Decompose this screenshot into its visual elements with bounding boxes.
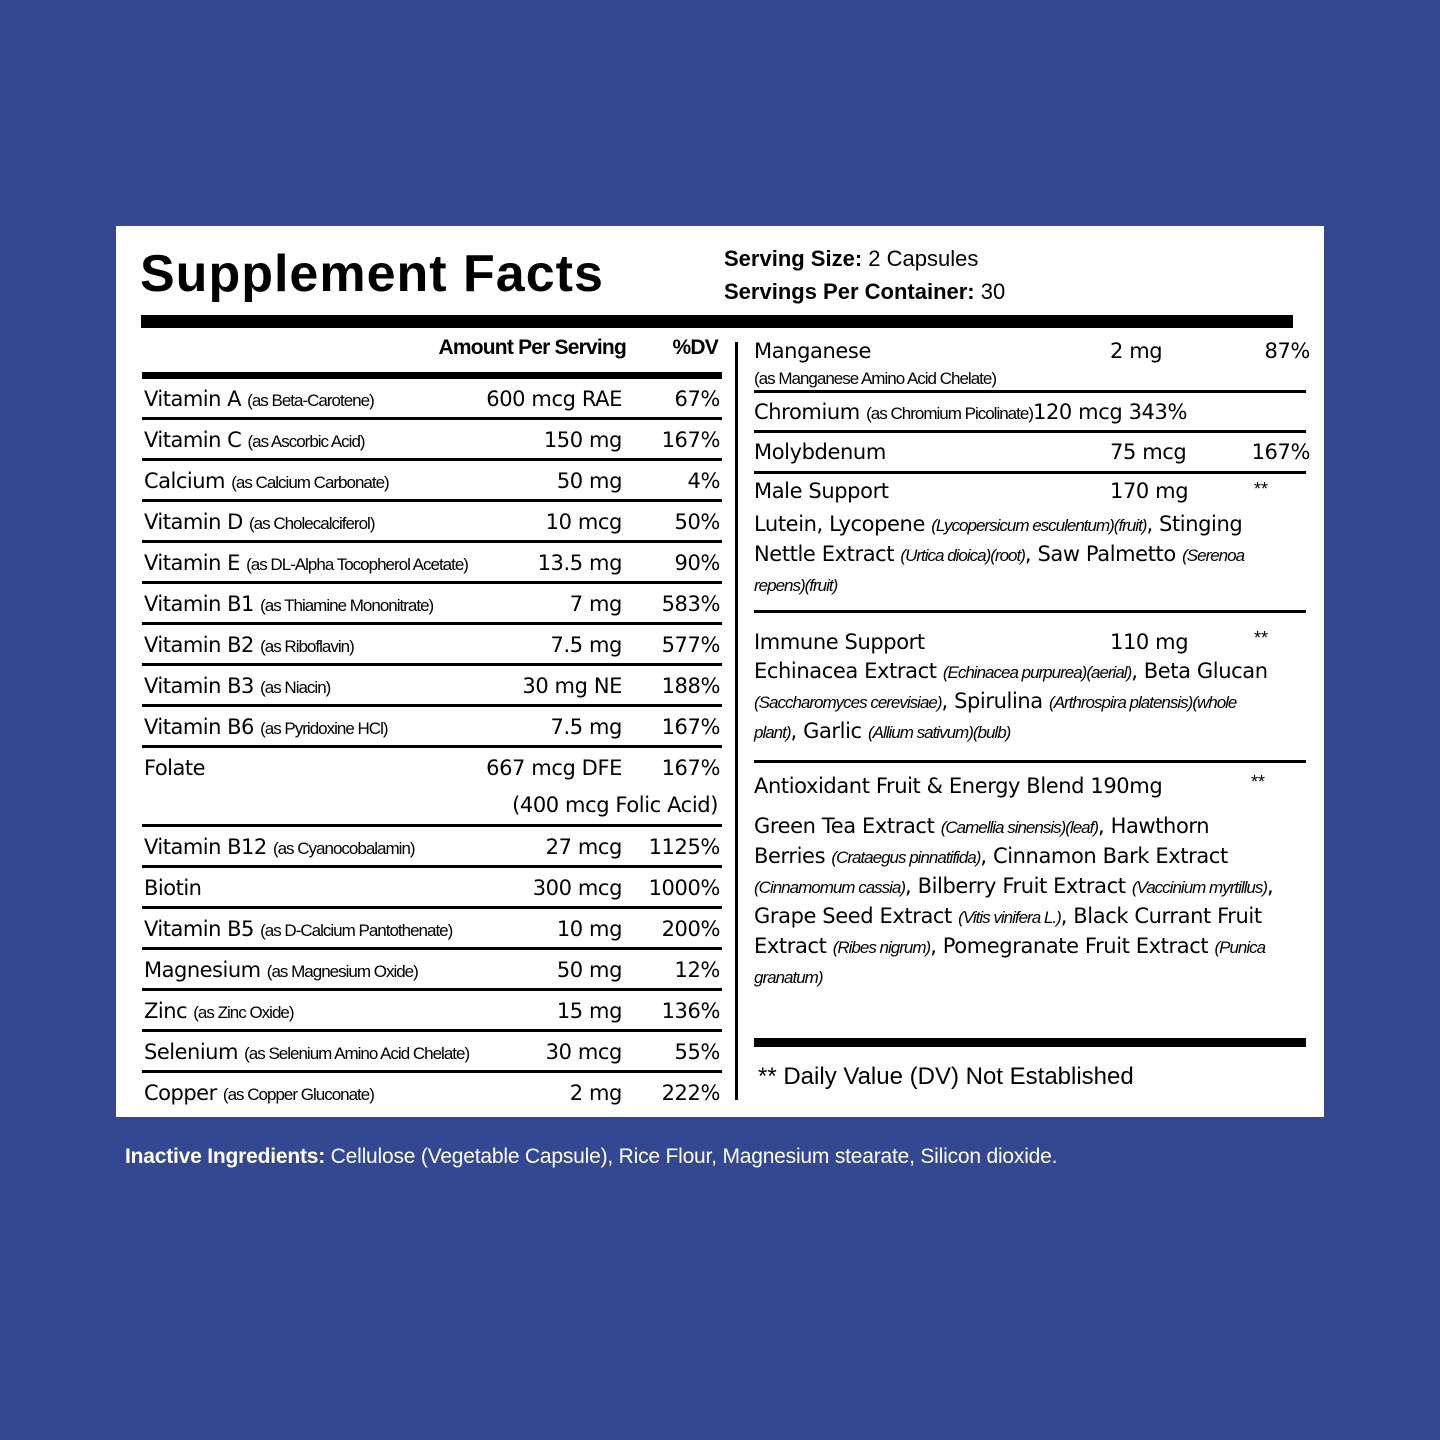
header-divider (142, 372, 722, 379)
table-row (142, 1032, 722, 1073)
nutrient-form: (as Zinc Oxide) (193, 1003, 294, 1022)
dv-value: 4% (687, 469, 720, 493)
dv-header: %DV (672, 336, 718, 359)
nutrient-form: (as Pyridoxine HCl) (260, 719, 388, 738)
nutrient-form: (as Ascorbic Acid) (247, 432, 365, 451)
bottom-divider (754, 1038, 1306, 1047)
nutrient-name: Copper (as Copper Gluconate) (144, 1081, 374, 1105)
dv-value: 188% (661, 674, 720, 698)
amount-value: 667 mcg DFE (486, 756, 622, 780)
nutrient-table-left (142, 330, 722, 1111)
dv-value: 200% (661, 917, 720, 941)
nutrient-form: (as D-Calcium Pantothenate) (260, 921, 453, 940)
table-row (142, 543, 722, 584)
nutrient-name: Vitamin B6 (as Pyridoxine HCl) (144, 715, 388, 739)
nutrient-name: Vitamin B1 (as Thiamine Mononitrate) (144, 592, 434, 616)
nutrient-name: Vitamin D (as Cholecalciferol) (144, 510, 375, 534)
table-row (142, 707, 722, 748)
amount-header: Amount Per Serving (438, 336, 626, 359)
amount-value: 10 mg (556, 917, 622, 941)
male-support-ingredients: Lutein, Lycopene (Lycopersicum esculentum)(fruit), Stinging Nettle Extract (Urtica dioica)(root), Saw Palmetto (Serenoa repens)(fruit) (754, 512, 1245, 595)
nutrient-form: (as Calcium Carbonate) (231, 473, 389, 492)
amount-value: 7 mg (569, 592, 622, 616)
table-row (142, 950, 722, 991)
dv-value: 167% (661, 715, 720, 739)
nutrient-form: (as Thiamine Mononitrate) (260, 596, 434, 615)
amount-value: 50 mg (556, 469, 622, 493)
table-row-molybdenum: Molybdenum 75 mcg 167% (754, 433, 1306, 474)
nutrient-name: Vitamin B5 (as D-Calcium Pantothenate) (144, 917, 453, 941)
nutrient-form: (as Cyanocobalamin) (272, 839, 415, 858)
amount-value: 7.5 mg (550, 633, 622, 657)
nutrient-name: Magnesium (as Magnesium Oxide) (144, 958, 418, 982)
supplement-facts-panel (116, 226, 1324, 1117)
nutrient-form: (as Cholecalciferol) (248, 514, 375, 533)
table-row-antioxidant-blend: Antioxidant Fruit & Energy Blend 190mg ** Green Tea Extract (Camellia sinensis)(leaf), Hawthorn Berries (Crataegus pinnatifida), Cinnamon Bark Extract (Cinnamomum cassia), Bilberry Fruit Extract (Vaccinium myrtillus), Grape Seed Extract (Vitis vinifera L.), Black Currant Fruit Extract (Ribes nigrum), Pomegranate Fruit Extract (Punica granatum) (754, 763, 1306, 993)
inactive-ingredients: Inactive Ingredients: Cellulose (Vegetable Capsule), Rice Flour, Magnesium stearate, Silicon dioxide. (125, 1145, 1058, 1168)
table-row (142, 584, 722, 625)
nutrient-name: Biotin (144, 876, 202, 900)
dv-value: 222% (661, 1081, 720, 1105)
amount-value: 150 mg (543, 428, 622, 452)
amount-value: 30 mg NE (522, 674, 622, 698)
page-title: Supplement Facts (140, 245, 604, 303)
amount-value: 30 mcg (545, 1040, 622, 1064)
table-row-chromium: Chromium (as Chromium Picolinate)120 mcg 343% (754, 393, 1306, 433)
nutrient-name: Selenium (as Selenium Amino Acid Chelate) (144, 1040, 470, 1064)
table-row (142, 827, 722, 868)
amount-value: 10 mcg (545, 510, 622, 534)
table-row (142, 379, 722, 420)
dv-value: 167% (661, 428, 720, 452)
servings-per-container: Servings Per Container: 30 (724, 279, 1006, 304)
nutrient-name: Vitamin A (as Beta-Carotene) (144, 387, 374, 411)
nutrient-table-right (754, 334, 1310, 993)
dv-value: 12% (674, 958, 720, 982)
dv-value: 167% (661, 756, 720, 780)
table-row (142, 748, 722, 827)
table-row (142, 625, 722, 666)
nutrient-name: Vitamin E (as DL-Alpha Tocopherol Acetate) (144, 551, 468, 575)
nutrient-form: (as Copper Gluconate) (222, 1085, 374, 1104)
amount-value: 2 mg (569, 1081, 622, 1105)
amount-value: 50 mg (556, 958, 622, 982)
column-divider (735, 342, 738, 1100)
nutrient-name: Calcium (as Calcium Carbonate) (144, 469, 389, 493)
amount-value: 13.5 mg (537, 551, 622, 575)
top-divider (141, 315, 1293, 328)
table-row (142, 666, 722, 707)
nutrient-name: Vitamin B3 (as Niacin) (144, 674, 331, 698)
table-row (142, 991, 722, 1032)
column-header (142, 330, 722, 372)
dv-value: 1125% (648, 835, 720, 859)
nutrient-name: Vitamin C (as Ascorbic Acid) (144, 428, 365, 452)
table-row (142, 1073, 722, 1111)
amount-value: 600 mcg RAE (486, 387, 622, 411)
nutrient-name: Vitamin B12 (as Cyanocobalamin) (144, 835, 415, 859)
amount-value: 15 mg (556, 999, 622, 1023)
dv-value: 583% (661, 592, 720, 616)
dv-value: 50% (674, 510, 720, 534)
dv-value: 90% (674, 551, 720, 575)
nutrient-name: Zinc (as Zinc Oxide) (144, 999, 294, 1023)
nutrient-form: (as Selenium Amino Acid Chelate) (244, 1044, 470, 1063)
table-row (142, 502, 722, 543)
nutrient-form: (as Riboflavin) (260, 637, 354, 656)
nutrient-name: Folate (144, 756, 206, 780)
table-row (142, 420, 722, 461)
dv-value: 136% (661, 999, 720, 1023)
serving-size: Serving Size: 2 Capsules (724, 246, 979, 271)
immune-support-ingredients: Echinacea Extract (Echinacea purpurea)(aerial), Beta Glucan (Saccharomyces cerevisiae), Spirulina (Arthrospira platensis)(whole plant), Garlic (Allium sativum)(bulb) (754, 659, 1268, 743)
footnote: ** Daily Value (DV) Not Established (758, 1063, 1134, 1090)
table-row (142, 461, 722, 502)
dv-value: 55% (674, 1040, 720, 1064)
table-row (142, 909, 722, 950)
amount-value: 7.5 mg (550, 715, 622, 739)
dv-value: 1000% (648, 876, 720, 900)
table-row-male-support: Male Support 170 mg ** Lutein, Lycopene (Lycopersicum esculentum)(fruit), Stinging Nettle Extract (Urtica dioica)(root), Saw Palmetto (Serenoa repens)(fruit) (754, 474, 1306, 613)
table-row (142, 868, 722, 909)
amount-subnote: (400 mcg Folic Acid) (512, 793, 718, 817)
nutrient-form: (as Niacin) (260, 678, 331, 697)
antioxidant-blend-ingredients: Green Tea Extract (Camellia sinensis)(leaf), Hawthorn Berries (Crataegus pinnatifida), Cinnamon Bark Extract (Cinnamomum cassia), Bilberry Fruit Extract (Vaccinium myrtillus), Grape Seed Extract (Vitis vinifera L.), Black Currant Fruit Extract (Ribes nigrum), Pomegranate Fruit Extract (Punica granatum) (754, 814, 1274, 987)
amount-value: 300 mcg (532, 876, 622, 900)
nutrient-form: (as Beta-Carotene) (247, 391, 374, 410)
nutrient-form: (as Magnesium Oxide) (266, 962, 418, 981)
table-row-manganese: Manganese 2 mg 87% (as Manganese Amino Acid Chelate) (754, 334, 1306, 393)
nutrient-name: Vitamin B2 (as Riboflavin) (144, 633, 354, 657)
dv-value: 67% (674, 387, 720, 411)
nutrient-form: (as DL-Alpha Tocopherol Acetate) (246, 555, 468, 574)
dv-value: 577% (661, 633, 720, 657)
table-row-immune-support: Immune Support 110 mg ** Echinacea Extract (Echinacea purpurea)(aerial), Beta Glucan (Saccharomyces cerevisiae), Spirulina (Arthrospira platensis)(whole plant), Garlic (Allium sativum)(bulb) (754, 613, 1306, 763)
serving-info (724, 242, 1005, 308)
amount-value: 27 mcg (545, 835, 622, 859)
